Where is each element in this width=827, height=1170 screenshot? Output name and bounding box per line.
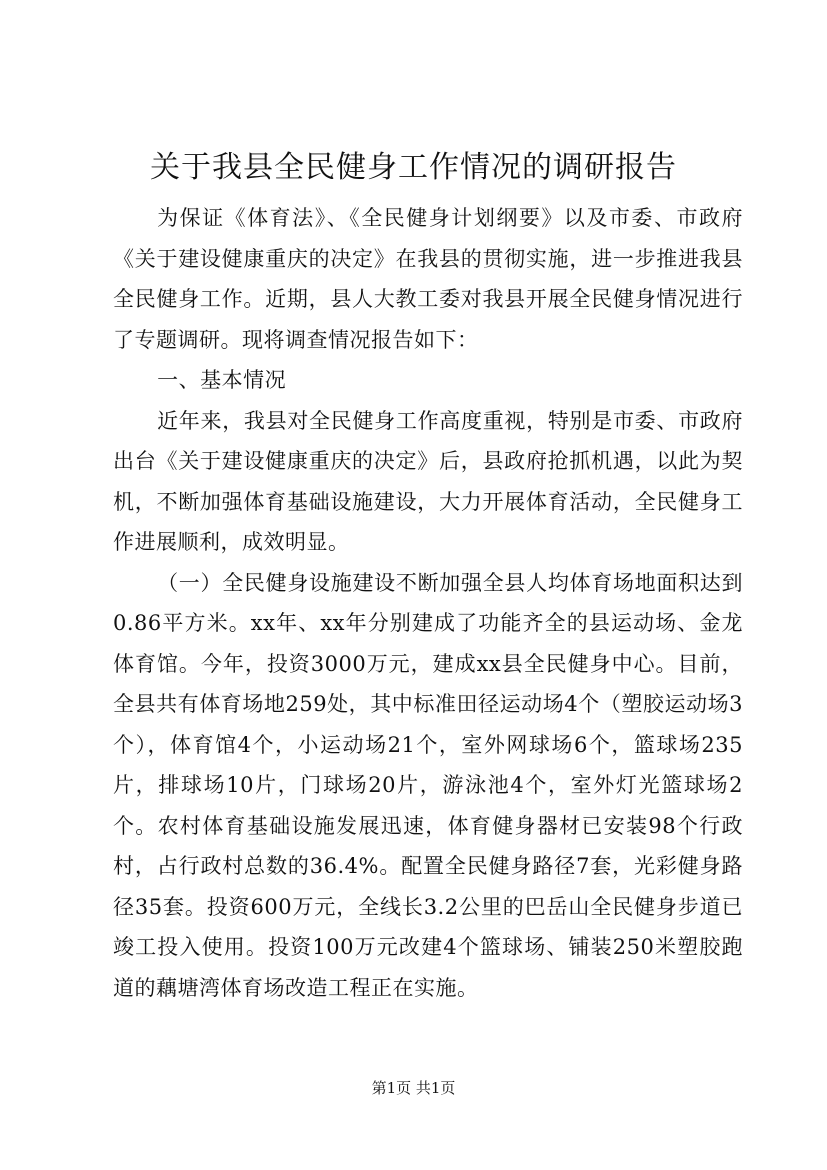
intro-paragraph: 为保证《体育法》、《全民健身计划纲要》以及市委、市政府《关于建设健康重庆的决定》在我县的贯彻实施，进一步推进我县全民健身工作。近期，县人大教工委对我县开展全民健身情况进行了专题调研。现将调查情况报告如下： [113,206,743,352]
page-number-footer: 第1页 共1页 [371,1079,456,1097]
overview-paragraph: 近年来，我县对全民健身工作高度重视，特别是市委、市政府出台《关于建设健康重庆的决定》后，县政府抢抓机遇，以此为契机，不断加强体育基础设施建设，大力开展体育活动，全民健身工作进展顺利，成效明显。 [113,408,743,554]
facilities-paragraph: （一）全民健身设施建设不断加强全县人均体育场地面积达到0.86平方米。xx年、xx年分别建成了功能齐全的县运动场、金龙体育馆。今年，投资3000万元，建成xx县全民健身中心。目前，全县共有体育场地259处，其中标准田径运动场4个（塑胶运动场3个），体育馆4个，小运动场21个，室外网球场6个，篮球场235片，排球场10片，门球场20片，游泳池4个，室外灯光篮球场2个。农村体育基础设施发展迅速，体育健身器材已安装98个行政村，占行政村总数的36.4%。配置全民健身路径7套，光彩健身路径35套。投资600万元，全线长3.2公里的巴岳山全民健身步道已竣工投入使用。投资100万元改建4个篮球场、铺装250米塑胶跑道的藕塘湾体育场改造工程正在实施。 [113,570,743,1000]
document-body [113,198,743,1008]
document-title: 关于我县全民健身工作情况的调研报告 [150,150,677,185]
section-heading-basic-situation: 一、基本情况 [157,368,287,392]
